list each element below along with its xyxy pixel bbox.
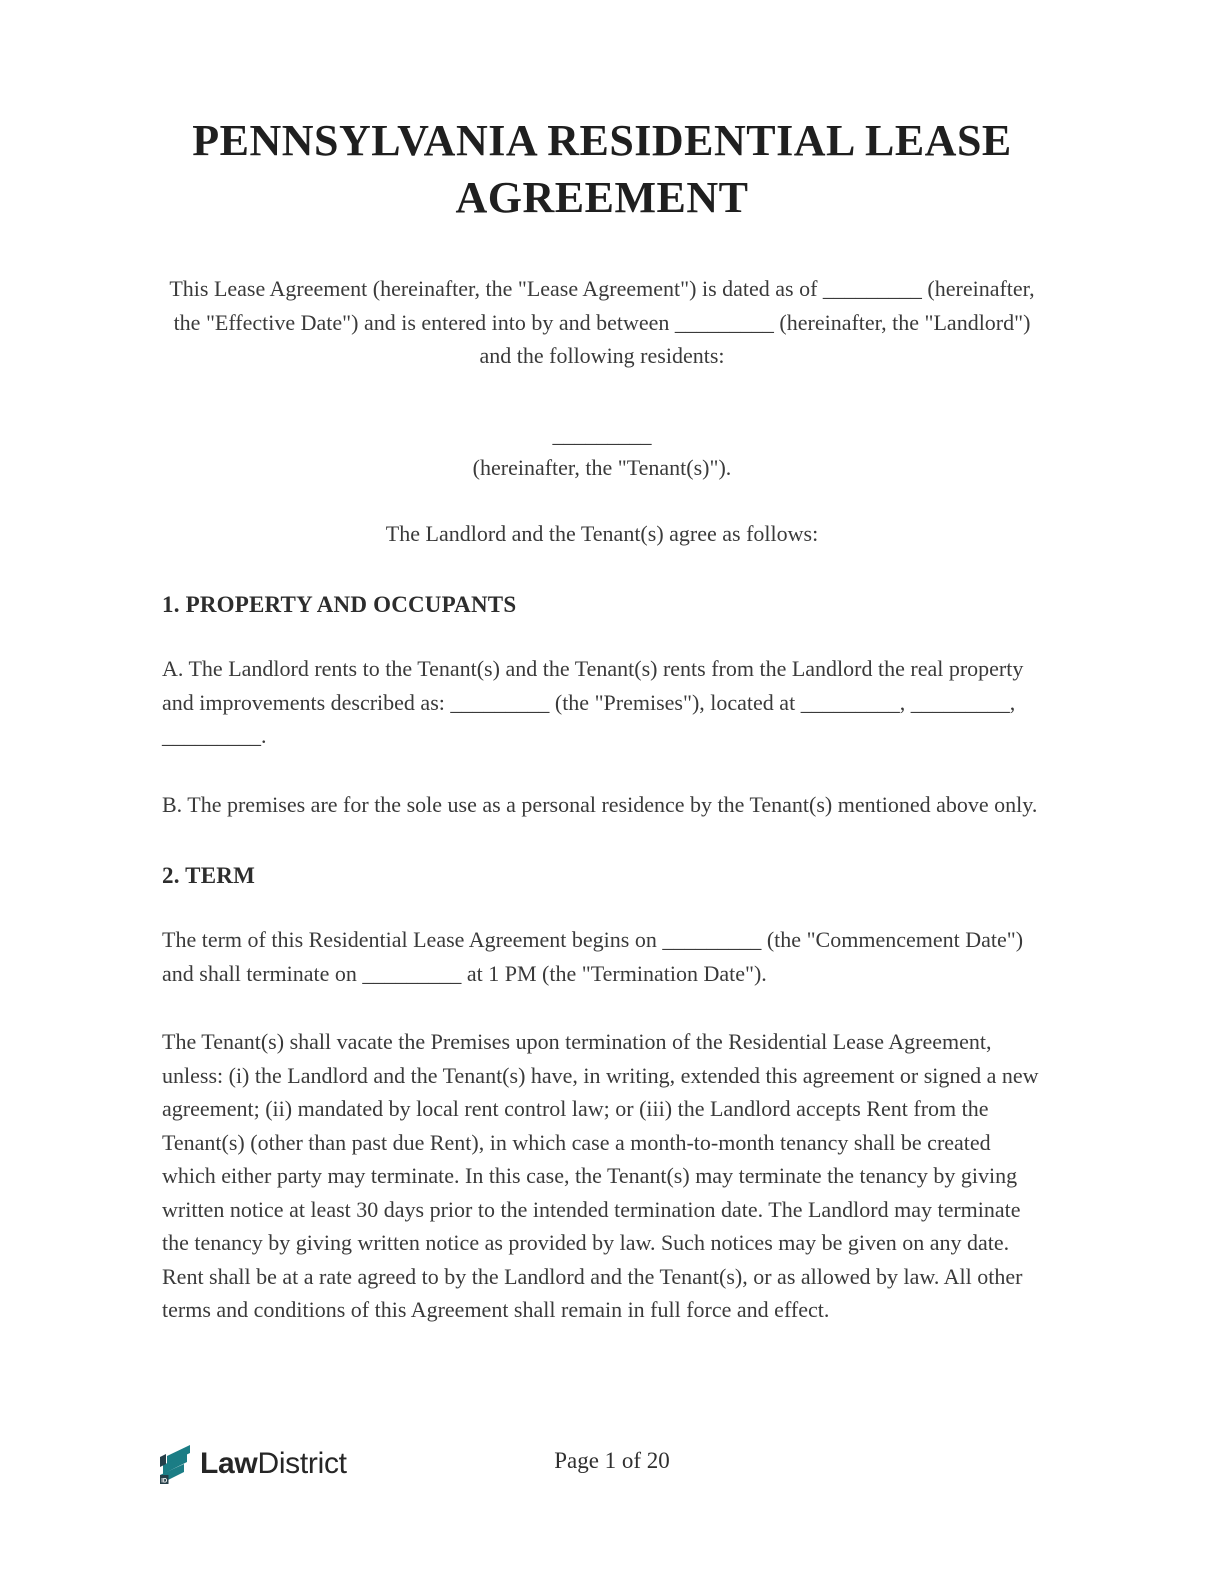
- logo-id-mark: ID: [161, 1478, 168, 1485]
- document-title: PENNSYLVANIA RESIDENTIAL LEASE AGREEMENT: [192, 116, 1012, 222]
- section-1-paragraph-a: A. The Landlord rents to the Tenant(s) and the Tenant(s) rents from the Landlord the real property and improvements described as: _________ (the "Premises"), located at _________, _________, _________.: [162, 656, 1024, 748]
- page-footer: [157, 1440, 1067, 1490]
- section-1-paragraph-b: B. The premises are for the sole use as a personal residence by the Tenant(s) mentioned above only.: [162, 791, 1038, 817]
- section-2-paragraph-term: The term of this Residential Lease Agreement begins on _________ (the "Commencement Date") and shall terminate on _________ at 1 PM (the "Termination Date").: [162, 927, 1024, 986]
- section-2-paragraph-vacate: The Tenant(s) shall vacate the Premises upon termination of the Residential Lease Agreement, unless: (i) the Landlord and the Tenant(s) have, in writing, extended this agreement or signed a new agreement; (ii) mandated by local rent control law; or (iii) the Landlord accepts Rent from the Tenant(s) (other than past due Rent), in which case a month-to-month tenancy shall be created which either party may terminate. In this case, the Tenant(s) may terminate the tenancy by giving written notice at least 30 days prior to the intended termination date. The Landlord may terminate the tenancy by giving written notice as provided by law. Such notices may be given on any date. Rent shall be at a rate agreed to by the Landlord and the Tenant(s), or as allowed by law. All other terms and conditions of this Agreement shall remain in full force and effect.: [162, 1029, 1039, 1322]
- tenant-clause: (hereinafter, the "Tenant(s)").: [472, 455, 732, 480]
- section-2-heading: 2. TERM: [162, 863, 255, 888]
- document-content: [162, 0, 1042, 1327]
- intro-paragraph: This Lease Agreement (hereinafter, the "Lease Agreement") is dated as of _________ (hereinafter, the "Effective Date") and is entered into by and between _________ (hereinafter, the "Landlord") and the following residents:: [169, 276, 1035, 368]
- lawdistrict-logo: [157, 1442, 347, 1486]
- agreement-lead-in: The Landlord and the Tenant(s) agree as follows:: [385, 520, 819, 546]
- section-1-heading: 1. PROPERTY AND OCCUPANTS: [162, 592, 517, 617]
- lawdistrict-logo-icon: [157, 1442, 193, 1486]
- tenant-name-blank: _________: [552, 421, 652, 447]
- lawdistrict-wordmark: [200, 1447, 347, 1481]
- page-number: Page 1 of 20: [554, 1448, 670, 1473]
- wordmark-district: District: [257, 1447, 347, 1480]
- wordmark-law: Law: [200, 1447, 258, 1480]
